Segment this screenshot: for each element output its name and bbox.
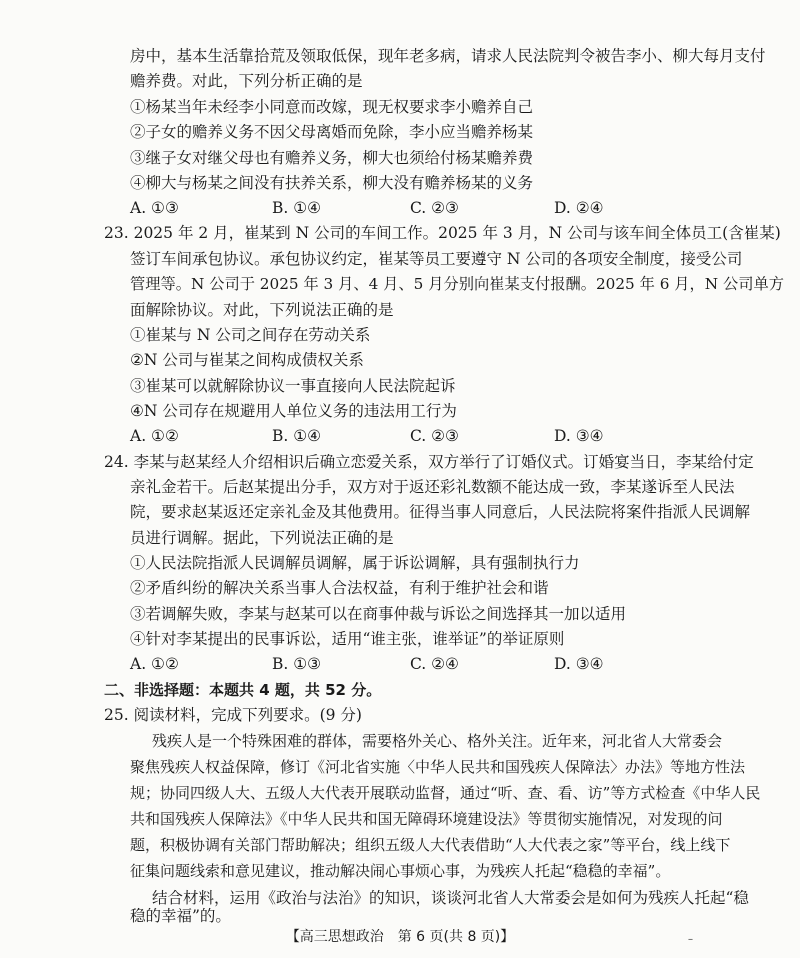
q24-statement-4: ④针对李某提出的民事诉讼，适用“谁主张，谁举证”的举证原则 <box>130 630 565 648</box>
q25-question-line-2: 稳的幸福”的。 <box>130 907 231 925</box>
q25-material-line-2: 聚焦残疾人权益保障，修订《河北省实施〈中华人民共和国残疾人保障法〉办法》等地方性法 <box>130 758 746 776</box>
q23-statement-3: ③崔某可以就解除协议一事直接向人民法院起诉 <box>130 377 456 395</box>
q22-statement-4: ④柳大与杨某之间没有扶养关系，柳大没有赡养杨某的义务 <box>130 174 534 192</box>
q24-statement-2: ②矛盾纠纷的解决关系当事人合法权益，有利于维护社会和谐 <box>130 579 549 597</box>
q22-line-1: 房中，基本生活靠拾荒及领取低保，现年老多病，请求人民法院判令被告李小、柳大每月支付 <box>130 47 766 65</box>
q24-option-a: A. ①② <box>130 655 179 673</box>
q24-stem-line-4: 员进行调解。据此，下列说法正确的是 <box>130 529 394 547</box>
q22-option-a: A. ①③ <box>130 199 179 217</box>
q25-material-line-4: 共和国残疾人保障法》《中华人民共和国无障碍环境建设法》等贯彻实施情况，对发现的问 <box>130 810 723 828</box>
q23-statement-4: ④N 公司存在规避用人单位义务的违法用工行为 <box>130 402 457 420</box>
q22-statement-2: ②子女的赡养义务不因父母离婚而免除，李小应当赡养杨某 <box>130 123 534 141</box>
q23-stem-line-4: 面解除协议。对此，下列说法正确的是 <box>130 301 394 319</box>
q24-stem-line-3: 院，要求赵某返还定亲礼金及其他费用。征得当事人同意后，人民法院将案件指派人民调解 <box>130 503 751 521</box>
q23-option-a: A. ①② <box>130 427 179 445</box>
q23-option-d: D. ③④ <box>554 427 604 445</box>
q23-statement-1: ①崔某与 N 公司之间存在劳动关系 <box>130 326 371 344</box>
q25-material-line-5: 题，积极协调有关部门帮助解决；组织五级人大代表借助“人大代表之家”等平台，线上线下 <box>130 836 731 854</box>
section-2-heading: 二、非选择题：本题共 4 题，共 52 分。 <box>104 681 382 699</box>
q22-statement-1: ①杨某当年未经李小同意而改嫁，现无权要求李小赡养自己 <box>130 98 534 116</box>
q22-option-c: C. ②③ <box>410 199 459 217</box>
q23-option-c: C. ②③ <box>410 427 459 445</box>
q25-material-line-6: 征集问题线索和意见建议，推动解决闹心事烦心事，为残疾人托起“稳稳的幸福”。 <box>130 862 671 880</box>
page-footer: 【高三思想政治 第 6 页(共 8 页)】 <box>285 929 515 945</box>
q23-statement-2: ②N 公司与崔某之间构成债权关系 <box>130 351 364 369</box>
q23-option-b: B. ①④ <box>272 427 322 445</box>
q25-question-line-1: 结合材料，运用《政治与法治》的知识，谈谈河北省人大常委会是如何为残疾人托起“稳 <box>152 889 749 907</box>
q22-option-b: B. ①④ <box>272 199 322 217</box>
q22-line-2: 赡养费。对此，下列分析正确的是 <box>130 72 363 90</box>
q24-statement-3: ③若调解失败，李某与赵某可以在商事仲裁与诉讼之间选择其一加以适用 <box>130 605 627 623</box>
q24-statement-1: ①人民法院指派人民调解员调解，属于诉讼调解，具有强制执行力 <box>130 554 580 572</box>
q25-material-line-3: 规；协同四级人大、五级人大代表开展联动监督，通过“听、查、看、访”等方式检查《中华人民 <box>130 784 761 802</box>
q24-option-c: C. ②④ <box>410 655 459 673</box>
corner-mark: – <box>688 934 693 945</box>
q24-stem-line-2: 亲礼金若干。后赵某提出分手，双方对于返还彩礼数额不能达成一致，李某遂诉至人民法 <box>130 478 735 496</box>
q22-option-d: D. ②④ <box>554 199 604 217</box>
q25-material-line-1: 残疾人是一个特殊困难的群体，需要格外关心、格外关注。近年来，河北省人大常委会 <box>152 732 723 750</box>
q22-statement-3: ③继子女对继父母也有赡养义务，柳大也须给付杨某赡养费 <box>130 149 534 167</box>
q25-title: 25. 阅读材料，完成下列要求。(9 分) <box>104 706 362 724</box>
q23-stem-line-3: 管理等。N 公司于 2025 年 3 月、4 月、5 月分别向崔某支付报酬。2025 年 6 月，N 公司单方 <box>130 275 784 293</box>
q23-stem-line-2: 签订车间承包协议。承包协议约定，崔某等员工要遵守 N 公司的各项安全制度，接受公司 <box>130 250 743 268</box>
q24-option-d: D. ③④ <box>554 655 604 673</box>
q24-option-b: B. ①③ <box>272 655 322 673</box>
q24-stem-line-1: 24. 李某与赵某经人介绍相识后确立恋爱关系，双方举行了订婚仪式。订婚宴当日，李某给付定 <box>104 453 754 471</box>
q23-stem-line-1: 23. 2025 年 2 月，崔某到 N 公司的车间工作。2025 年 3 月，N 公司与该车间全体员工(含崔某) <box>104 224 781 242</box>
